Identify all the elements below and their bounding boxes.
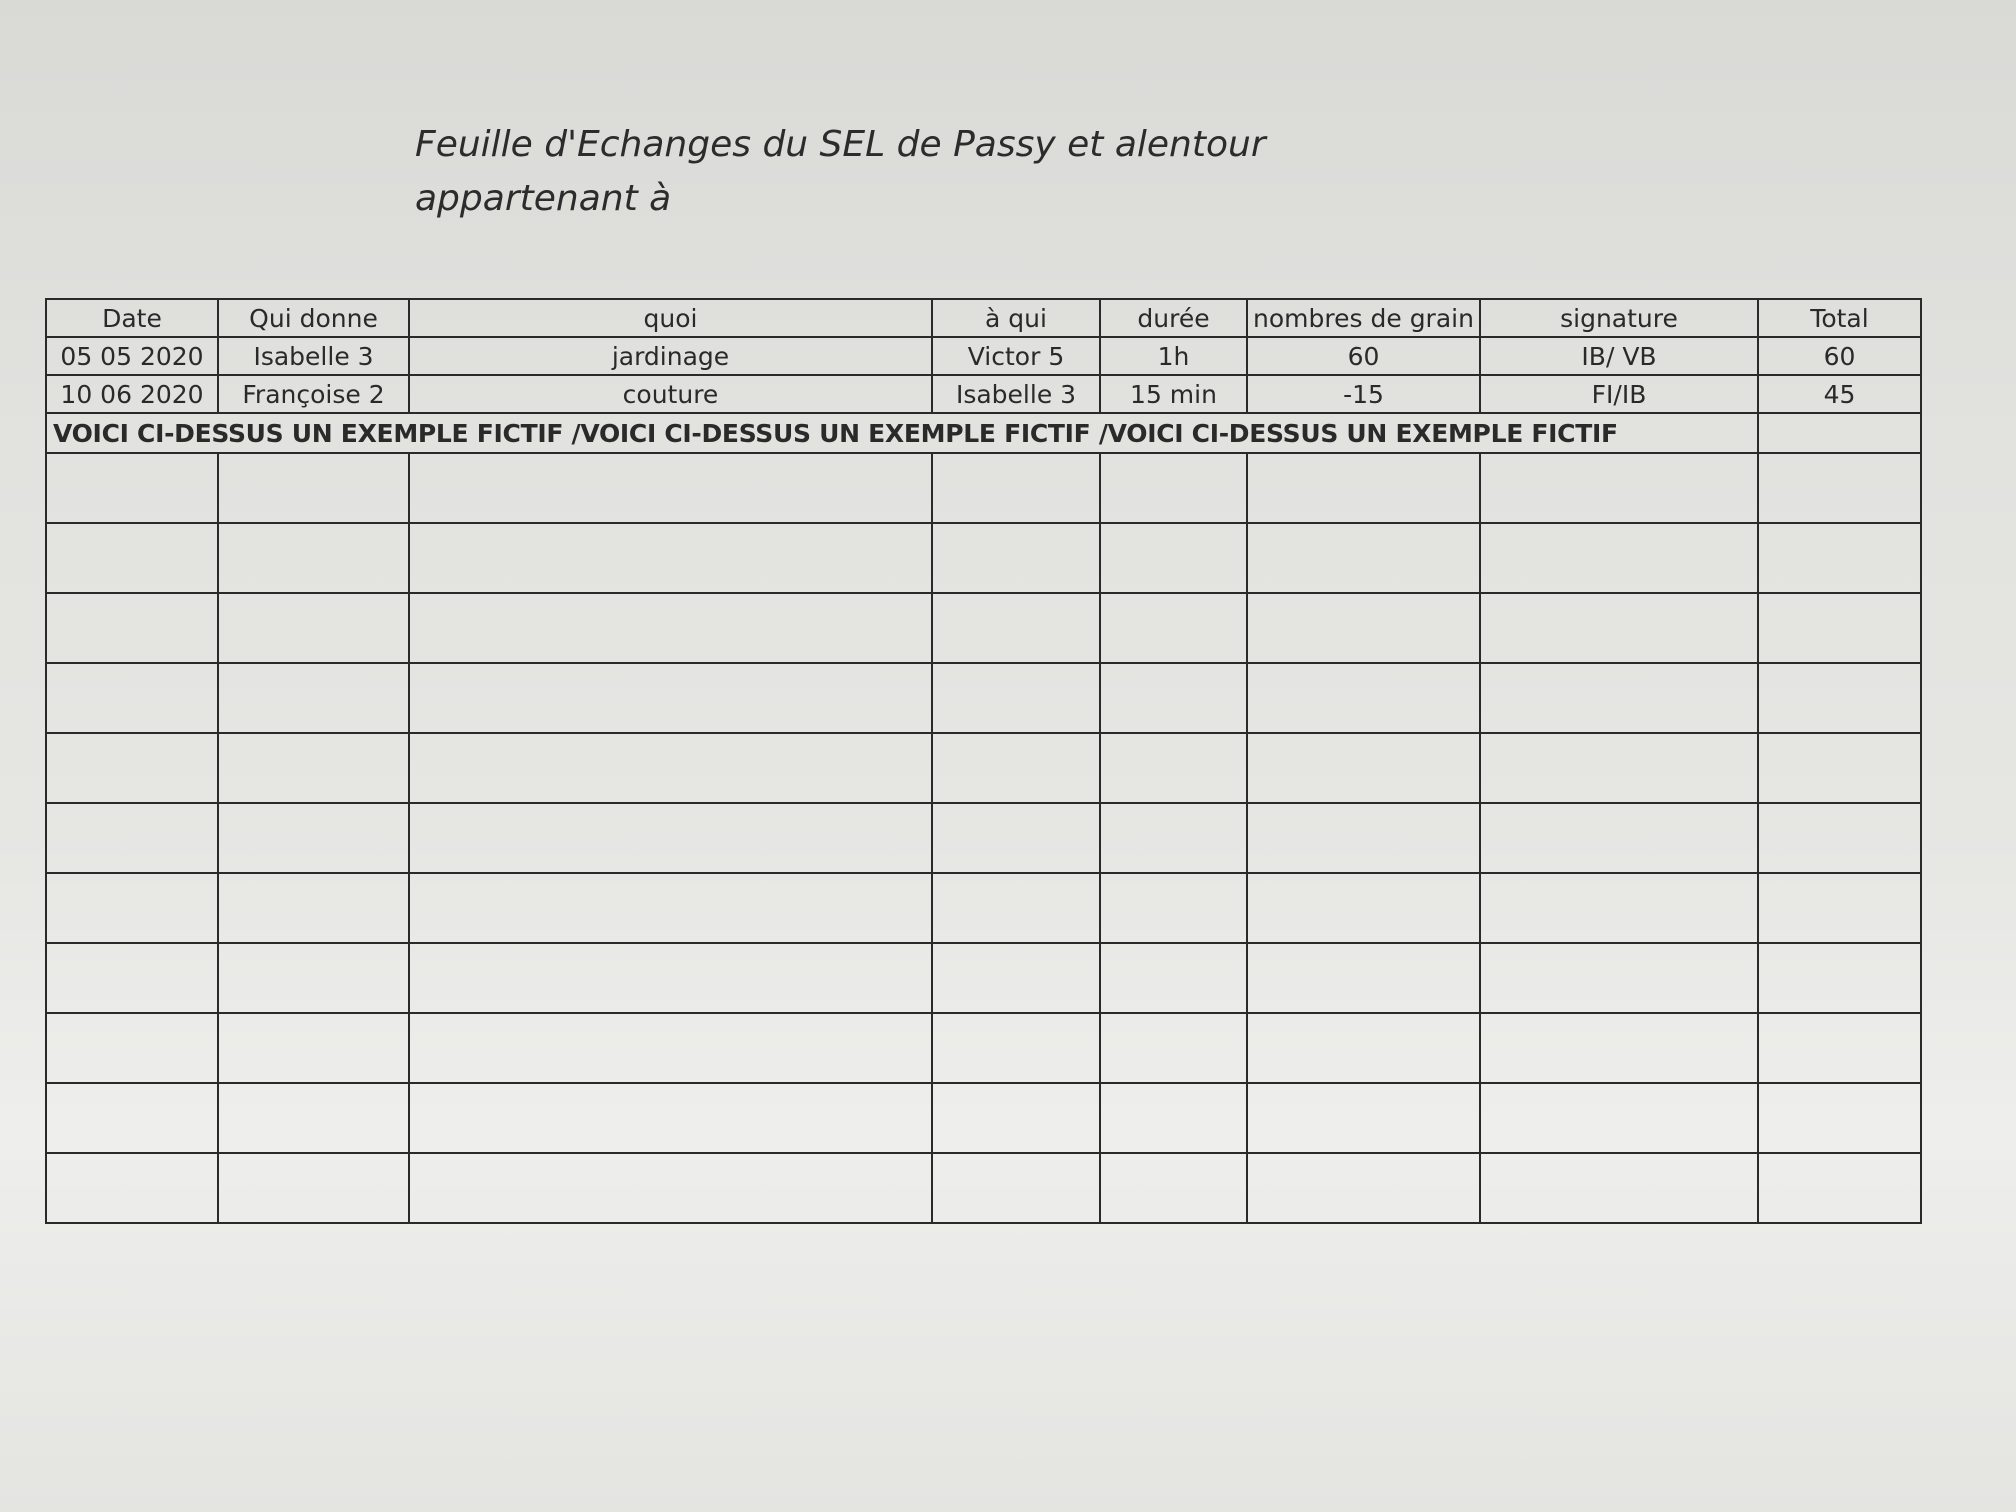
cell-qui-donne: Isabelle 3: [218, 337, 409, 375]
empty-cell: [46, 453, 218, 523]
empty-cell: [409, 733, 932, 803]
empty-table-row: [46, 593, 1921, 663]
cell-total: 60: [1758, 337, 1921, 375]
empty-cell: [1247, 1013, 1480, 1083]
empty-cell: [1247, 1153, 1480, 1223]
empty-table-row: [46, 453, 1921, 523]
empty-table-row: [46, 1013, 1921, 1083]
empty-cell: [932, 1083, 1100, 1153]
empty-cell: [1100, 523, 1247, 593]
cell-signature: IB/ VB: [1480, 337, 1758, 375]
empty-cell: [932, 1153, 1100, 1223]
empty-table-row: [46, 873, 1921, 943]
empty-cell: [1100, 1013, 1247, 1083]
empty-cell: [1480, 943, 1758, 1013]
empty-table-row: [46, 663, 1921, 733]
empty-cell: [218, 1013, 409, 1083]
sheet-title: [415, 118, 1266, 226]
empty-cell: [1480, 453, 1758, 523]
empty-cell: [46, 1083, 218, 1153]
empty-cell: [1480, 1083, 1758, 1153]
empty-cell: [218, 523, 409, 593]
empty-cell: [46, 1013, 218, 1083]
empty-cell: [1247, 803, 1480, 873]
empty-cell: [1100, 733, 1247, 803]
cell-date: 05 05 2020: [46, 337, 218, 375]
empty-table-row: [46, 943, 1921, 1013]
empty-cell: [1758, 1153, 1921, 1223]
empty-cell: [1758, 593, 1921, 663]
empty-cell: [932, 943, 1100, 1013]
empty-cell: [1480, 803, 1758, 873]
exchange-table: [45, 298, 1922, 1224]
empty-cell: [409, 663, 932, 733]
table-row: [46, 337, 1921, 375]
empty-cell: [218, 873, 409, 943]
empty-cell: [46, 593, 218, 663]
cell-quoi: jardinage: [409, 337, 932, 375]
empty-cell: [46, 733, 218, 803]
empty-cell: [1100, 873, 1247, 943]
empty-cell: [218, 1153, 409, 1223]
header-total: Total: [1758, 299, 1921, 337]
empty-cell: [1100, 1083, 1247, 1153]
header-a-qui: à qui: [932, 299, 1100, 337]
cell-nombres-de-grain: 60: [1247, 337, 1480, 375]
empty-cell: [1247, 943, 1480, 1013]
cell-quoi: couture: [409, 375, 932, 413]
empty-cell: [932, 593, 1100, 663]
example-note-row: [46, 413, 1921, 453]
empty-cell: [46, 873, 218, 943]
empty-cell: [218, 733, 409, 803]
empty-cell: [932, 873, 1100, 943]
empty-cell: [932, 803, 1100, 873]
empty-cell: [1247, 593, 1480, 663]
empty-cell: [1247, 733, 1480, 803]
title-line-2: appartenant à: [415, 178, 672, 219]
empty-cell: [1758, 453, 1921, 523]
empty-cell: [218, 453, 409, 523]
empty-cell: [409, 943, 932, 1013]
empty-cell: [1247, 873, 1480, 943]
cell-a-qui: Isabelle 3: [932, 375, 1100, 413]
blank-rows: [46, 453, 1921, 1223]
empty-cell: [1758, 803, 1921, 873]
empty-cell: [409, 873, 932, 943]
empty-cell: [1247, 663, 1480, 733]
empty-cell: [218, 593, 409, 663]
header-nombres-de-grain: nombres de grain: [1247, 299, 1480, 337]
empty-cell: [932, 733, 1100, 803]
header-duree: durée: [1100, 299, 1247, 337]
cell-qui-donne: Françoise 2: [218, 375, 409, 413]
empty-cell: [1480, 733, 1758, 803]
cell-date: 10 06 2020: [46, 375, 218, 413]
empty-cell: [218, 943, 409, 1013]
empty-table-row: [46, 1083, 1921, 1153]
example-note: VOICI CI-DESSUS UN EXEMPLE FICTIF /VOICI CI-DESSUS UN EXEMPLE FICTIF /VOICI CI-DESSUS UN EXEMPLE FICTIF: [46, 413, 1758, 453]
header-date: Date: [46, 299, 218, 337]
empty-cell: [46, 943, 218, 1013]
empty-cell: [409, 593, 932, 663]
empty-cell: [1247, 523, 1480, 593]
cell-total: 45: [1758, 375, 1921, 413]
header-signature: signature: [1480, 299, 1758, 337]
empty-table-row: [46, 1153, 1921, 1223]
empty-cell: [1100, 453, 1247, 523]
empty-cell: [409, 803, 932, 873]
empty-cell: [1480, 1013, 1758, 1083]
header-quoi: quoi: [409, 299, 932, 337]
empty-cell: [1480, 593, 1758, 663]
empty-cell: [932, 523, 1100, 593]
empty-cell: [1100, 663, 1247, 733]
empty-cell: [46, 803, 218, 873]
empty-cell: [932, 453, 1100, 523]
empty-cell: [218, 663, 409, 733]
table-row: [46, 375, 1921, 413]
empty-table-row: [46, 733, 1921, 803]
empty-cell: [1480, 1153, 1758, 1223]
cell-duree: 15 min: [1100, 375, 1247, 413]
empty-cell: [218, 1083, 409, 1153]
empty-cell: [1480, 523, 1758, 593]
empty-cell: [46, 1153, 218, 1223]
empty-cell: [409, 1013, 932, 1083]
note-total-cell: [1758, 413, 1921, 453]
empty-cell: [1758, 873, 1921, 943]
empty-cell: [1480, 873, 1758, 943]
empty-table-row: [46, 523, 1921, 593]
empty-cell: [1480, 663, 1758, 733]
empty-cell: [932, 663, 1100, 733]
empty-cell: [932, 1013, 1100, 1083]
empty-cell: [409, 1153, 932, 1223]
empty-cell: [1758, 943, 1921, 1013]
empty-cell: [1758, 663, 1921, 733]
empty-cell: [409, 453, 932, 523]
empty-cell: [1758, 1013, 1921, 1083]
empty-cell: [409, 1083, 932, 1153]
header-qui-donne: Qui donne: [218, 299, 409, 337]
empty-cell: [1100, 593, 1247, 663]
empty-cell: [46, 523, 218, 593]
empty-cell: [46, 663, 218, 733]
empty-cell: [1100, 1153, 1247, 1223]
empty-cell: [1758, 523, 1921, 593]
cell-a-qui: Victor 5: [932, 337, 1100, 375]
empty-table-row: [46, 803, 1921, 873]
empty-cell: [1247, 453, 1480, 523]
cell-nombres-de-grain: -15: [1247, 375, 1480, 413]
empty-cell: [409, 523, 932, 593]
empty-cell: [1100, 943, 1247, 1013]
empty-cell: [1247, 1083, 1480, 1153]
cell-signature: FI/IB: [1480, 375, 1758, 413]
empty-cell: [1758, 733, 1921, 803]
title-line-1: Feuille d'Echanges du SEL de Passy et alentour: [415, 124, 1266, 165]
empty-cell: [1758, 1083, 1921, 1153]
empty-cell: [218, 803, 409, 873]
table-header-row: [46, 299, 1921, 337]
empty-cell: [1100, 803, 1247, 873]
cell-duree: 1h: [1100, 337, 1247, 375]
